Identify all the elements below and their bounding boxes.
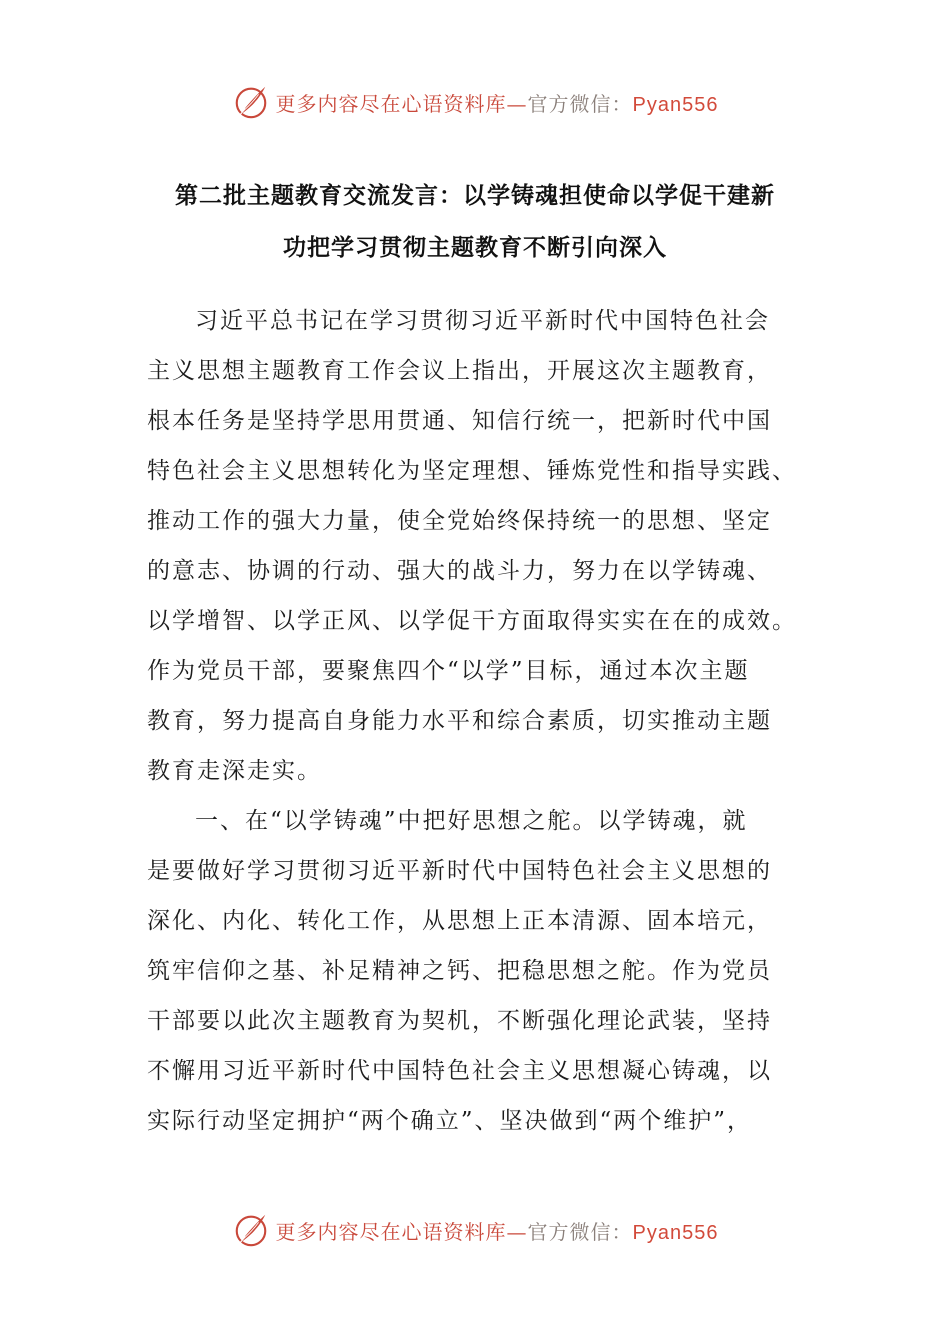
quill-pen-logo-icon (232, 1211, 270, 1249)
text-line: 教育，努力提高自身能力水平和综合素质，切实推动主题 (147, 708, 772, 734)
watermark-site: 更多内容尽在心语资料库 (275, 1219, 507, 1244)
watermark-text (276, 1216, 719, 1245)
footer-watermark (0, 1208, 950, 1252)
text-line: 习近平总书记在学习贯彻习近平新时代中国特色社会 (195, 308, 770, 334)
text-line: 不懈用习近平新时代中国特色社会主义思想凝心铸魂，以 (147, 1058, 772, 1084)
text-line: 根本任务是坚持学思用贯通、知信行统一，把新时代中国 (147, 408, 772, 434)
text-line: 实际行动坚定拥护“两个确立”、坚决做到“两个维护”， (147, 1108, 753, 1134)
text-line: 主义思想主题教育工作会议上指出，开展这次主题教育， (147, 358, 772, 384)
watermark-text (276, 88, 719, 117)
text-line: 作为党员干部，要聚焦四个“以学”目标，通过本次主题 (147, 658, 750, 684)
document-title (140, 170, 810, 274)
text-line: 干部要以此次主题教育为契机，不断强化理论武装，坚持 (147, 1008, 772, 1034)
text-line: 是要做好学习贯彻习近平新时代中国特色社会主义思想的 (147, 858, 772, 884)
text-line: 特色社会主义思想转化为坚定理想、锤炼党性和指导实践、 (147, 458, 797, 484)
title-line-1: 第二批主题教育交流发言：以学铸魂担使命以学促干建新 (175, 183, 775, 209)
paragraph-2 (147, 796, 807, 1146)
watermark-wechat-id: Pyan556 (632, 93, 719, 116)
paragraph-1 (147, 296, 807, 796)
text-line: 以学增智、以学正风、以学促干方面取得实实在在的成效。 (147, 608, 797, 634)
text-line: 筑牢信仰之基、补足精神之钙、把稳思想之舵。作为党员 (147, 958, 772, 984)
watermark-dash: — (506, 91, 528, 116)
header-watermark (0, 80, 950, 124)
text-line: 教育走深走实。 (147, 758, 322, 784)
title-line-2: 功把学习贯彻主题教育不断引向深入 (283, 235, 667, 261)
watermark-site: 更多内容尽在心语资料库 (275, 91, 507, 116)
text-line: 推动工作的强大力量，使全党始终保持统一的思想、坚定 (147, 508, 772, 534)
quill-pen-logo-icon (232, 83, 270, 121)
watermark-dash: — (506, 1219, 528, 1244)
text-line: 深化、内化、转化工作，从思想上正本清源、固本培元， (147, 908, 772, 934)
text-line: 的意志、协调的行动、强大的战斗力，努力在以学铸魂、 (147, 558, 772, 584)
watermark-wechat-label: 官方微信： (527, 1219, 633, 1244)
watermark-wechat-label: 官方微信： (527, 91, 633, 116)
watermark-wechat-id: Pyan556 (632, 1221, 719, 1244)
document-body (147, 296, 807, 1146)
text-line: 一、在“以学铸魂”中把好思想之舵。以学铸魂，就 (195, 808, 748, 834)
